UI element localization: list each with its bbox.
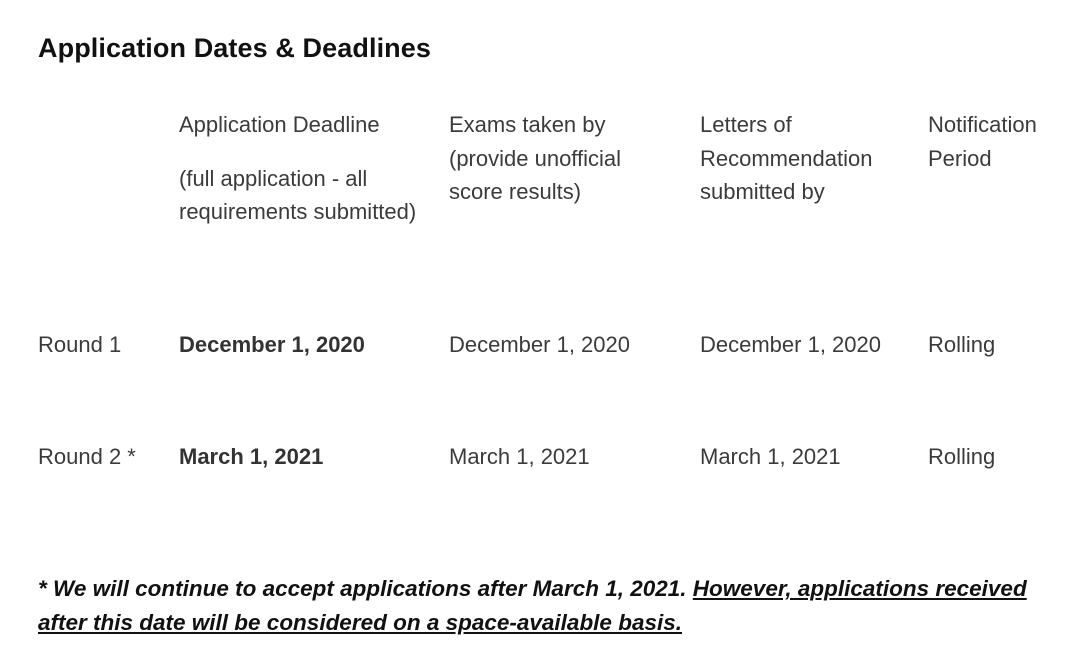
header-application-deadline xyxy=(179,108,429,229)
row-round-1-deadline: December 1, 2020 xyxy=(179,332,365,357)
header-application-deadline-label: Application Deadline xyxy=(179,112,380,137)
header-exams-taken-by: Exams taken by (provide unofficial score results) xyxy=(449,112,622,204)
row-round-2-notification: Rolling xyxy=(928,444,996,469)
row-round-1-notification: Rolling xyxy=(928,332,996,357)
footnote xyxy=(38,572,1048,640)
header-application-deadline-sublabel: (full application - all requirements submitted) xyxy=(179,165,417,224)
row-round-1-letters: December 1, 2020 xyxy=(700,332,881,357)
row-round-2-letters: March 1, 2021 xyxy=(700,444,841,469)
footnote-underlined: However, applications received after this date will be considered on a space-available basis. xyxy=(38,576,1027,635)
page-title: Application Dates & Deadlines xyxy=(38,33,431,63)
row-round-2-deadline: March 1, 2021 xyxy=(179,444,324,469)
header-notification-period: Notification Period xyxy=(928,112,1037,171)
row-round-1-label: Round 1 xyxy=(38,332,122,357)
row-round-1-exams: December 1, 2020 xyxy=(449,332,630,357)
row-round-2-exams: March 1, 2021 xyxy=(449,444,590,469)
footnote-lead: * We will continue to accept applications after March 1, 2021. xyxy=(38,576,687,601)
row-round-2-label: Round 2 * xyxy=(38,444,136,469)
header-letters-of-recommendation: Letters of Recommendation submitted by xyxy=(700,112,873,204)
